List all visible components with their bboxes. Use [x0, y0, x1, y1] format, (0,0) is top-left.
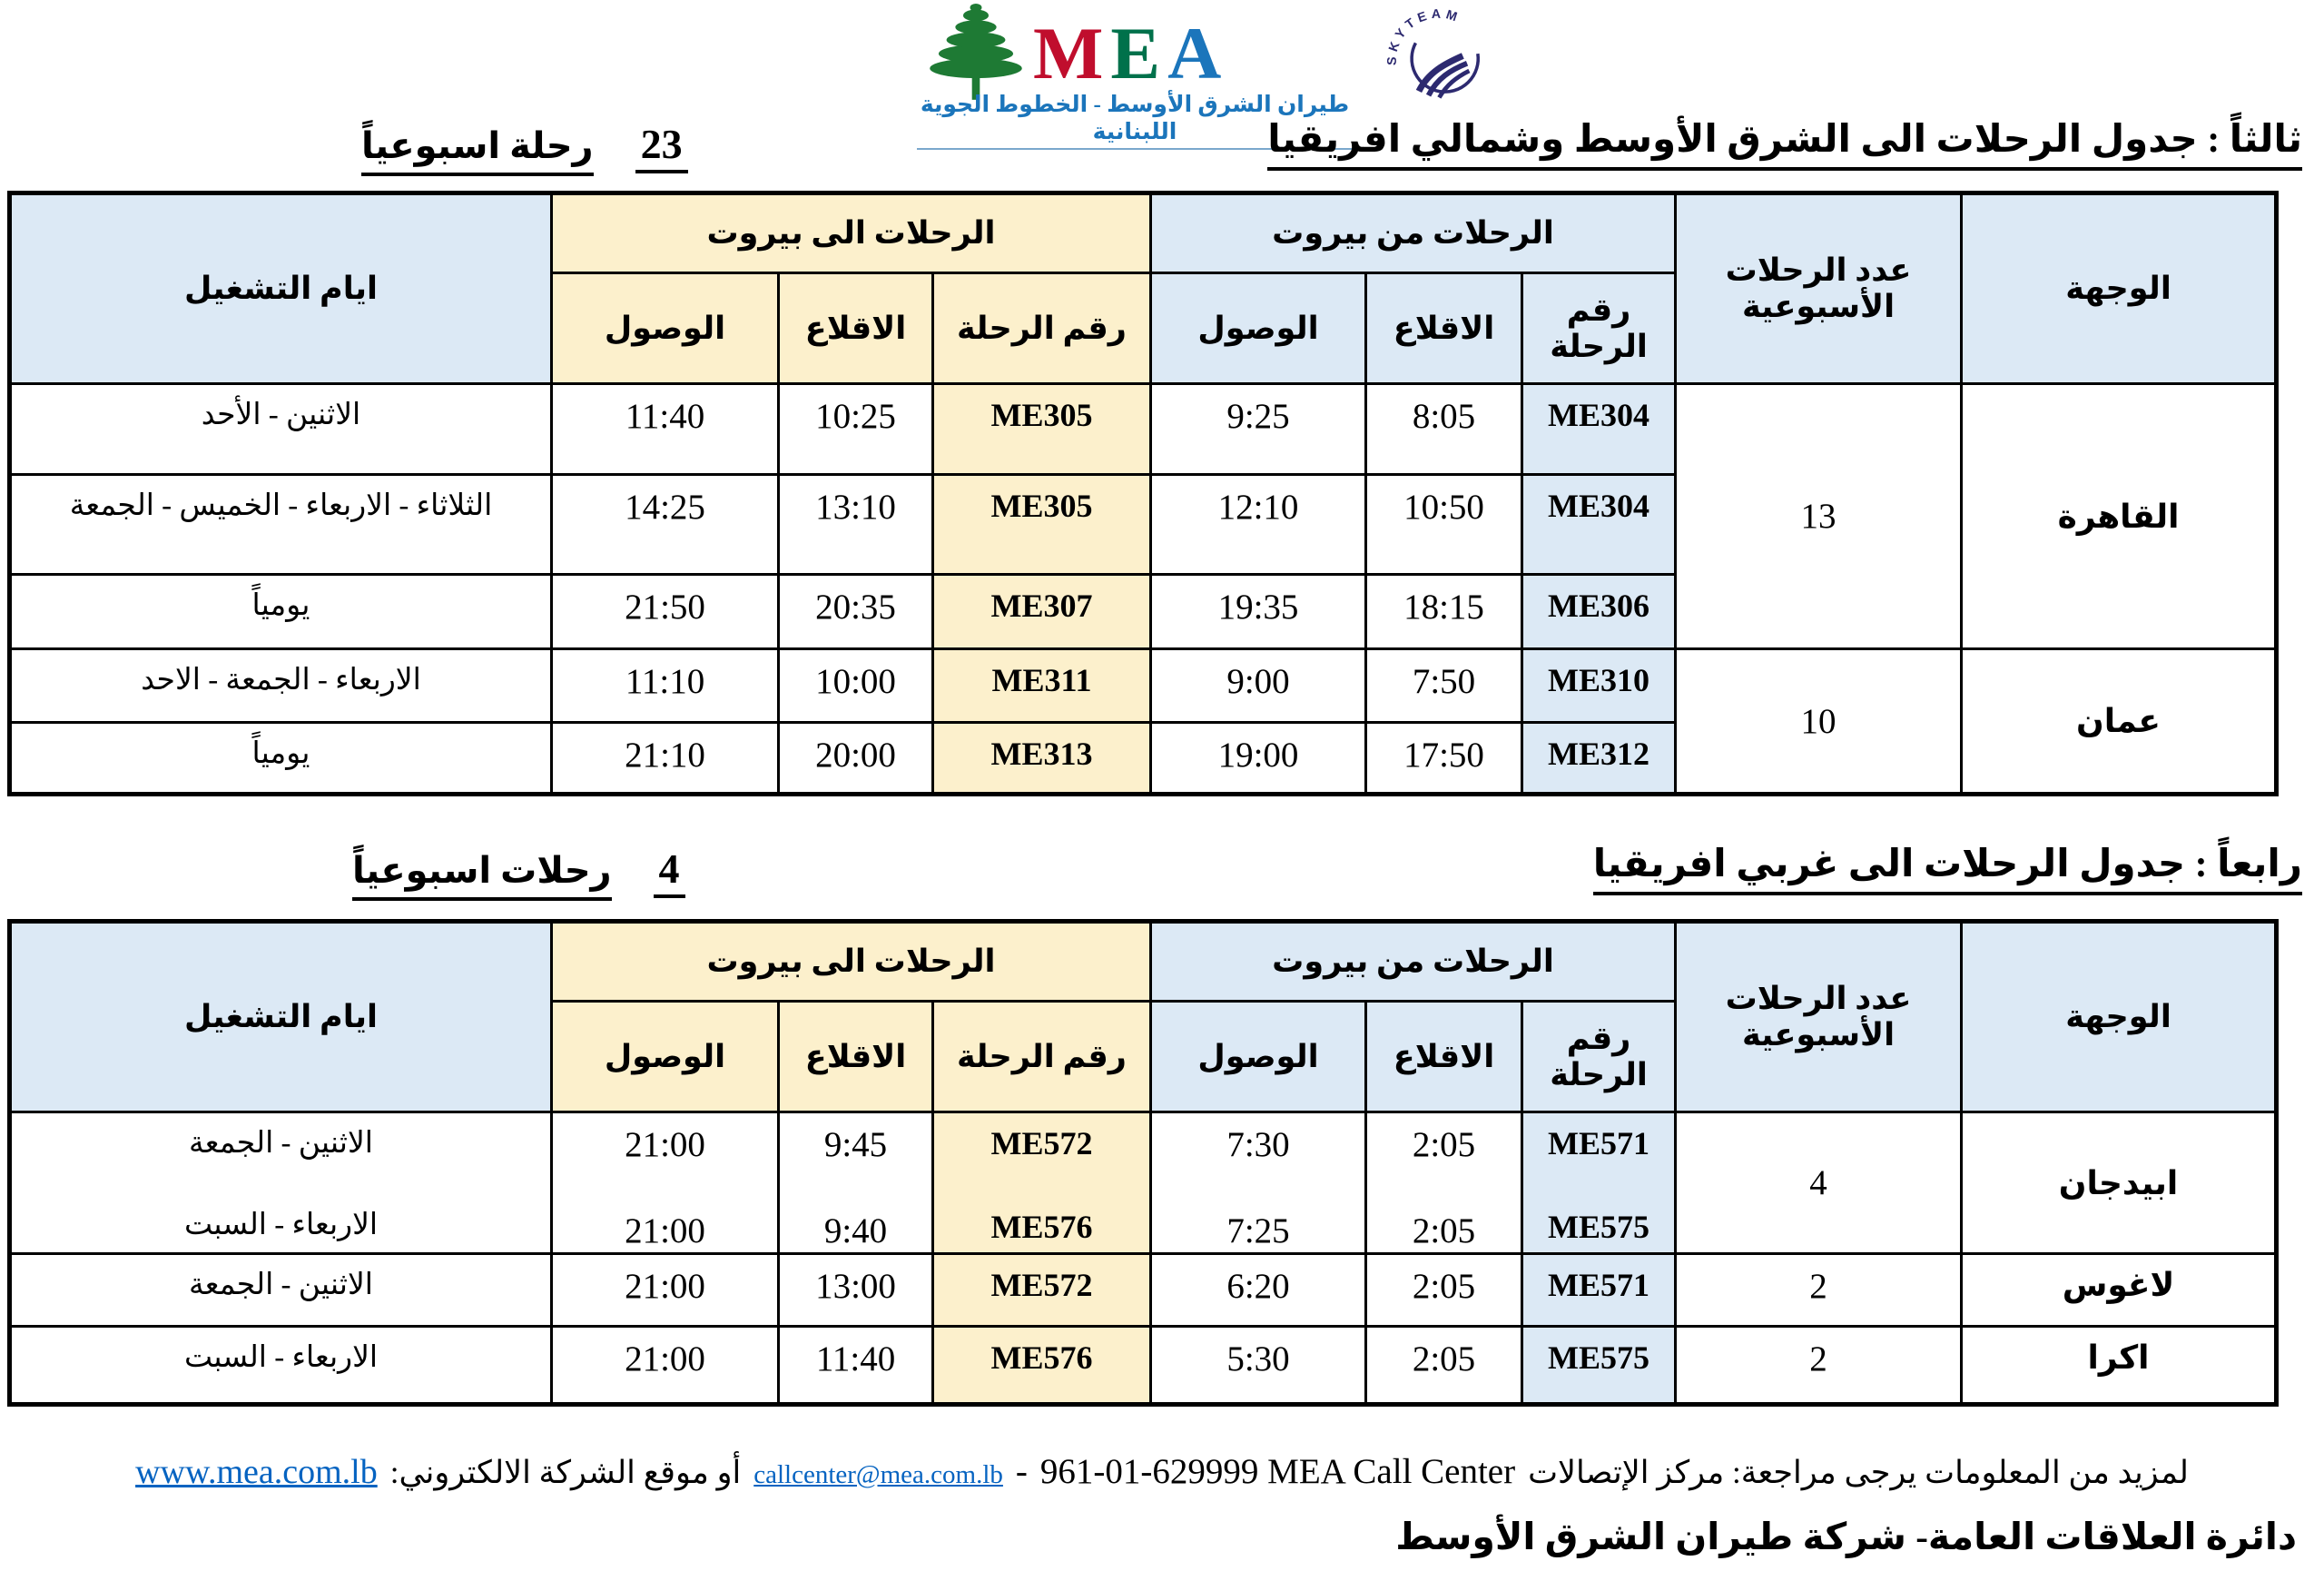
footer-contact-line [0, 1451, 2324, 1492]
footer-separator: - [1015, 1452, 1028, 1491]
flight-no-to: ME305 [933, 475, 1151, 575]
col-header-departure-to: الاقلاع [779, 273, 933, 384]
col-header-flight-no-to: رقم الرحلة [933, 273, 1151, 384]
departure-time-from: 17:50 [1366, 723, 1522, 795]
weekly-count-accra: 2 [1676, 1327, 1962, 1405]
departure-from-line1: 2:05 [1412, 1125, 1476, 1164]
flight-no-to: ME305 [933, 384, 1151, 475]
departure-time-from: 2:05 [1366, 1254, 1522, 1327]
schedule-table-west-africa [7, 919, 2279, 1407]
col-header-flight-no-from: رقم الرحلة [1522, 273, 1676, 384]
operating-days [10, 1112, 552, 1254]
mea-wordmark [1033, 11, 1228, 96]
section2-count-number: 4 [654, 845, 685, 898]
weekly-count-abidjan: 4 [1676, 1112, 1962, 1254]
flight-no-from-line2: ME575 [1548, 1209, 1650, 1245]
col-header-flight-no-to: رقم الرحلة [933, 1002, 1151, 1112]
section2-count-label: رحلات اسبوعياً [352, 849, 612, 901]
operating-days: الاثنين - الأحد [10, 384, 552, 475]
departure-time-to: 10:00 [779, 649, 933, 723]
email-link[interactable]: callcenter@mea.com.lb [753, 1460, 1003, 1489]
flight-no-from: ME304 [1522, 384, 1676, 475]
arrival-time-to: 11:40 [552, 384, 779, 475]
col-header-operating-days: ايام التشغيل [10, 193, 552, 384]
departure-time-from [1366, 1112, 1522, 1254]
skyteam-logo [1369, 5, 1505, 113]
arrival-to-line2: 21:00 [625, 1211, 705, 1250]
table-row [10, 384, 2277, 475]
departure-to-line2: 9:40 [823, 1211, 888, 1250]
departure-from-line2: 2:05 [1412, 1211, 1476, 1250]
flight-no-to: ME311 [933, 649, 1151, 723]
col-header-weekly-count: عدد الرحلات الأسبوعية [1676, 922, 1962, 1112]
flight-no-from: ME571 [1522, 1254, 1676, 1327]
cedar-tree-icon [926, 4, 1026, 102]
arrival-time-from: 9:00 [1151, 649, 1366, 723]
operating-days-line1: الاثنين - الجمعة [189, 1127, 373, 1160]
svg-text:SKYTEAM: SKYTEAM [1384, 6, 1463, 66]
section1-count-number: 23 [635, 120, 688, 173]
footer-intro-text: لمزيد من المعلومات يرجى مراجعة: مركز الإتصالات [1528, 1455, 2189, 1490]
arrival-time-from: 5:30 [1151, 1327, 1366, 1405]
arrival-time-to: 21:10 [552, 723, 779, 795]
col-header-destination: الوجهة [1962, 922, 2277, 1112]
departure-time-to: 13:00 [779, 1254, 933, 1327]
mea-arabic-tagline: طيران الشرق الأوسط - الخطوط الجوية اللبنانية [917, 91, 1353, 150]
arrival-to-line1: 21:00 [625, 1125, 705, 1164]
operating-days-line2: الاربعاء - السبت [183, 1209, 379, 1241]
destination-abidjan: ابيدجان [1962, 1112, 2277, 1254]
operating-days: الاربعاء - الجمعة - الاحد [10, 649, 552, 723]
destination-lagos: لاغوس [1962, 1254, 2277, 1327]
flight-no-to-line1: ME572 [990, 1125, 1093, 1161]
mea-letter-m: M [1033, 12, 1111, 94]
departure-time-to: 13:10 [779, 475, 933, 575]
flight-no-from-line1: ME571 [1548, 1125, 1650, 1161]
arrival-time-from: 19:35 [1151, 575, 1366, 649]
group-header-to-beirut: الرحلات الى بيروت [552, 922, 1151, 1002]
col-header-arrival-from: الوصول [1151, 273, 1366, 384]
flight-no-from [1522, 1112, 1676, 1254]
col-header-flight-no-from: رقم الرحلة [1522, 1002, 1676, 1112]
weekly-count-cairo: 13 [1676, 384, 1962, 649]
arrival-from-line2: 7:25 [1226, 1211, 1290, 1250]
col-header-departure-to: الاقلاع [779, 1002, 933, 1112]
arrival-time-from: 6:20 [1151, 1254, 1366, 1327]
operating-days: الثلاثاء - الاربعاء - الخميس - الجمعة [10, 475, 552, 575]
col-header-arrival-from: الوصول [1151, 1002, 1366, 1112]
mea-letter-a: A [1167, 12, 1229, 94]
departure-to-line1: 9:45 [823, 1125, 888, 1164]
flight-no-from: ME310 [1522, 649, 1676, 723]
destination-accra: اكرا [1962, 1327, 2277, 1405]
table-row [10, 649, 2277, 723]
flight-no-to: ME572 [933, 1254, 1151, 1327]
destination-cairo: القاهرة [1962, 384, 2277, 649]
flight-no-from: ME306 [1522, 575, 1676, 649]
destination-amman: عمان [1962, 649, 2277, 795]
departure-time-from: 8:05 [1366, 384, 1522, 475]
departure-time-to: 20:00 [779, 723, 933, 795]
flight-no-to-line2: ME576 [990, 1209, 1093, 1245]
col-header-arrival-to: الوصول [552, 1002, 779, 1112]
col-header-arrival-to: الوصول [552, 273, 779, 384]
operating-days: الاثنين - الجمعة [10, 1254, 552, 1327]
departure-time-from: 7:50 [1366, 649, 1522, 723]
call-center-phone: 961-01-629999 MEA Call Center [1039, 1452, 1516, 1491]
table-row [10, 1327, 2277, 1405]
departure-time-to: 20:35 [779, 575, 933, 649]
table-row [10, 1112, 2277, 1254]
arrival-time-to [552, 1112, 779, 1254]
flight-no-from: ME304 [1522, 475, 1676, 575]
flight-no-to: ME307 [933, 575, 1151, 649]
website-link[interactable]: www.mea.com.lb [135, 1453, 378, 1491]
departure-time-to: 10:25 [779, 384, 933, 475]
arrival-time-to: 11:10 [552, 649, 779, 723]
mea-logo [917, 4, 1507, 144]
operating-days: يومياً [10, 575, 552, 649]
footer-department-line: دائرة العلاقات العامة- شركة طيران الشرق الأوسط [1395, 1516, 2297, 1557]
mea-letter-e: E [1110, 12, 1168, 94]
operating-days: الاربعاء - السبت [10, 1327, 552, 1405]
group-header-to-beirut: الرحلات الى بيروت [552, 193, 1151, 273]
operating-days: يومياً [10, 723, 552, 795]
group-header-from-beirut: الرحلات من بيروت [1151, 922, 1676, 1002]
arrival-time-from [1151, 1112, 1366, 1254]
arrival-from-line1: 7:30 [1226, 1125, 1290, 1164]
arrival-time-from: 12:10 [1151, 475, 1366, 575]
arrival-time-from: 19:00 [1151, 723, 1366, 795]
departure-time-from: 10:50 [1366, 475, 1522, 575]
schedule-table-middle-east-north-africa [7, 191, 2279, 796]
flight-no-from: ME312 [1522, 723, 1676, 795]
arrival-time-to: 21:50 [552, 575, 779, 649]
departure-time-from: 18:15 [1366, 575, 1522, 649]
col-header-departure-from: الاقلاع [1366, 1002, 1522, 1112]
table-row [10, 1254, 2277, 1327]
departure-time-from: 2:05 [1366, 1327, 1522, 1405]
col-header-destination: الوجهة [1962, 193, 2277, 384]
section2-title: رابعاً : جدول الرحلات الى غربي افريقيا [1593, 841, 2302, 895]
section1-title: ثالثاً : جدول الرحلات الى الشرق الأوسط وشمالي افريقيا [1267, 116, 2302, 171]
section1-weekly-count [361, 120, 688, 176]
departure-time-to: 11:40 [779, 1327, 933, 1405]
col-header-operating-days: ايام التشغيل [10, 922, 552, 1112]
arrival-time-to: 21:00 [552, 1254, 779, 1327]
arrival-time-to: 14:25 [552, 475, 779, 575]
col-header-weekly-count: عدد الرحلات الأسبوعية [1676, 193, 1962, 384]
weekly-count-amman: 10 [1676, 649, 1962, 795]
weekly-count-lagos: 2 [1676, 1254, 1962, 1327]
arrival-time-to: 21:00 [552, 1327, 779, 1405]
flight-no-to: ME313 [933, 723, 1151, 795]
group-header-from-beirut: الرحلات من بيروت [1151, 193, 1676, 273]
footer-or-website-text: أو موقع الشركة الالكتروني: [389, 1455, 742, 1490]
flight-no-to [933, 1112, 1151, 1254]
section1-count-label: رحلة اسبوعياً [361, 124, 594, 176]
flight-no-to: ME576 [933, 1327, 1151, 1405]
departure-time-to [779, 1112, 933, 1254]
arrival-time-from: 9:25 [1151, 384, 1366, 475]
section2-weekly-count [352, 845, 685, 901]
flight-no-from: ME575 [1522, 1327, 1676, 1405]
col-header-departure-from: الاقلاع [1366, 273, 1522, 384]
